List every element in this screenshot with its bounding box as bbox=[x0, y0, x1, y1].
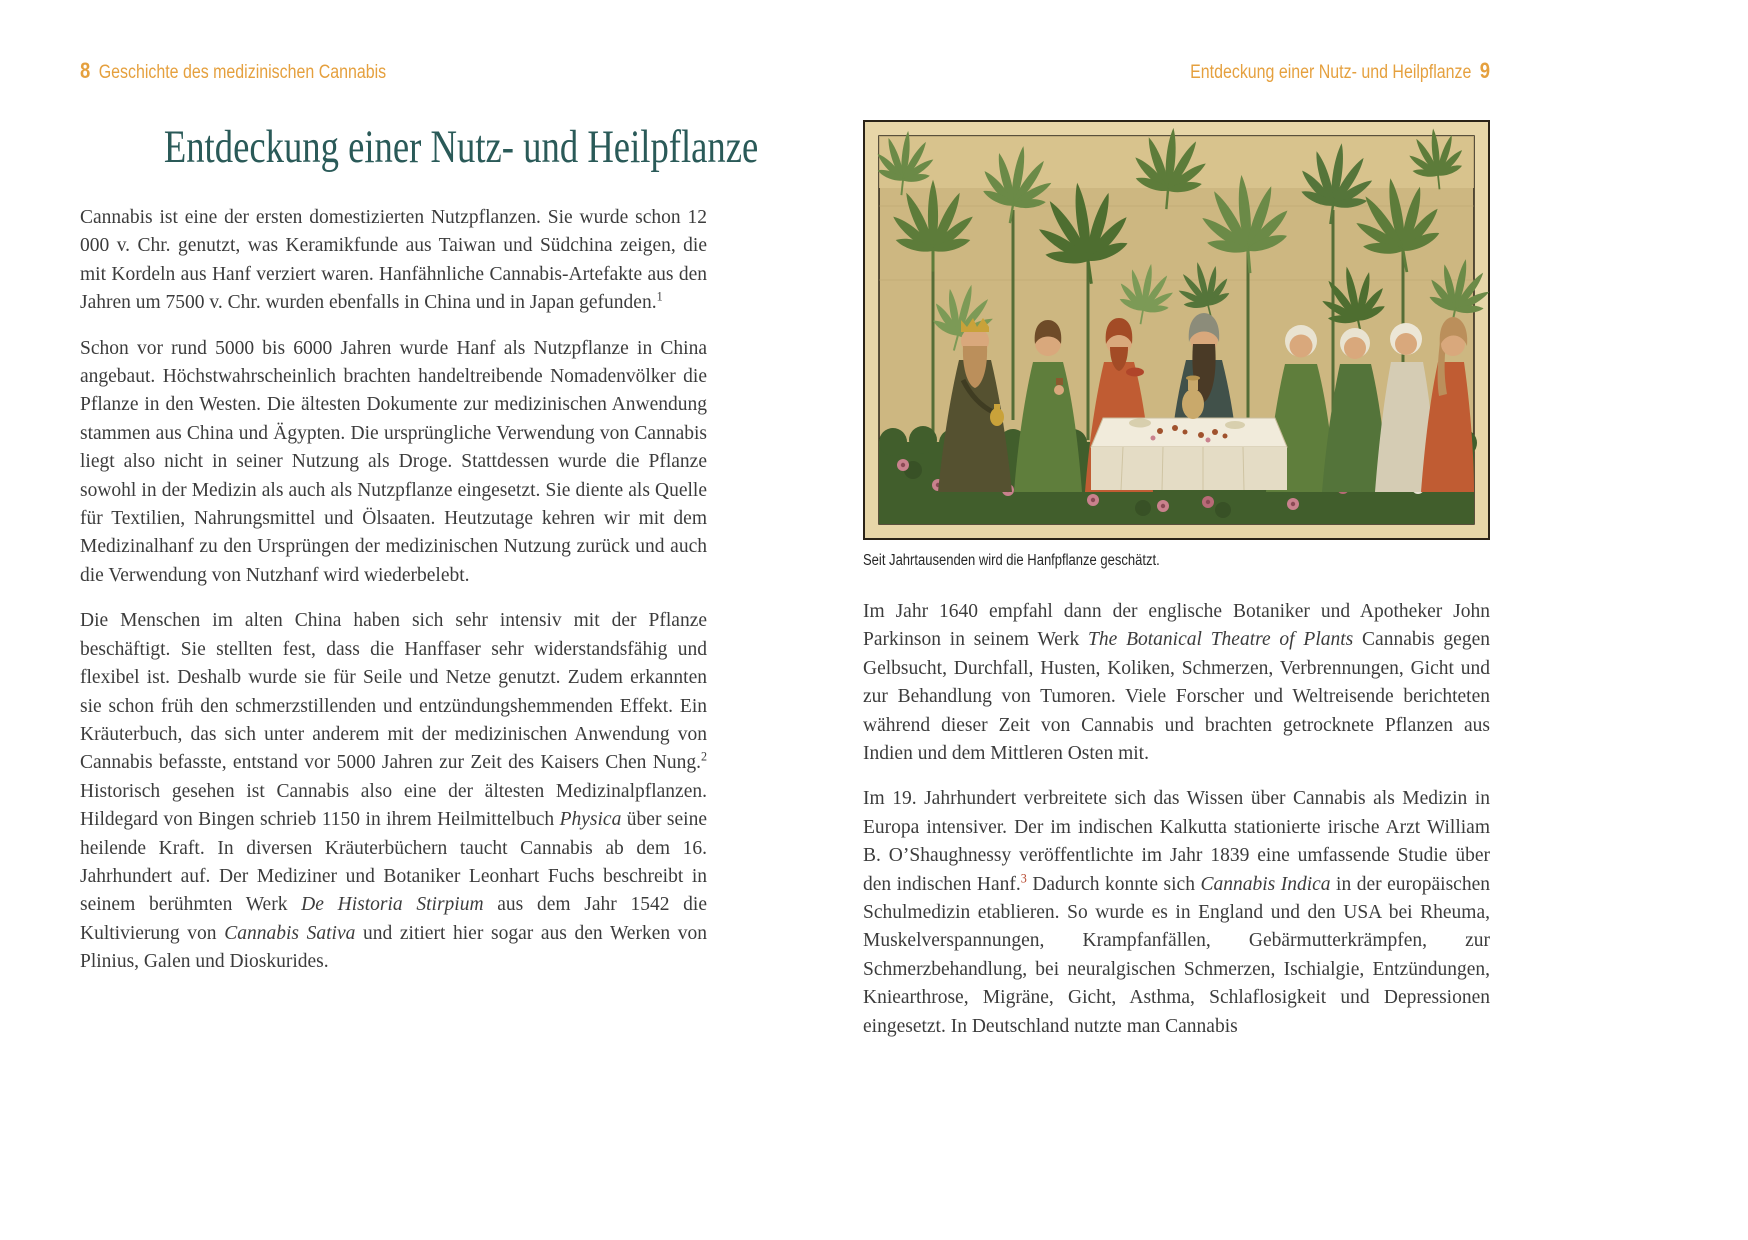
left-page-body bbox=[80, 204, 707, 977]
paragraph bbox=[80, 204, 707, 318]
text-run: Cannabis ist eine der ersten domestizierten Nutzpflanzen. Sie wurde schon 12 000 v. Chr. genutzt, was Keramikfunde aus Taiwan und Südchina zeigen, die mit Kordeln aus Hanf verziert waren. Hanfähnliche Cannabis-Artefakte aus den Jahren um 7500 v. Chr. wurden ebenfalls in China und in Japan gefunden. bbox=[80, 207, 707, 314]
text-run: Historisch gesehen ist Cannabis also eine der ältesten Medizinalpflanzen. Hildegard von Bingen schrieb 1150 in ihrem Heilmittelbuch bbox=[80, 780, 707, 831]
text-run: in der europäischen Schulmedizin etablieren. So wurde es in England und den USA bei Rheuma, Muskelverspannungen, Krampfanfällen, Gebärmutterkrämpfen, zur Schmerzbehandlung, bei neuralgischen Schmerzen, Ischialgie, Entzündungen, Kniearthrose, Migräne, Gicht, Asthma, Schlaflosigkeit und Depressionen eingesetzt. In Deutschland nutzte man Cannabis bbox=[863, 873, 1490, 1037]
running-header-right-label: Entdeckung einer Nutz- und Heilpflanze bbox=[1190, 62, 1472, 83]
text-run: Dadurch konnte sich bbox=[1026, 873, 1201, 895]
hemp-tapestry-illustration bbox=[863, 120, 1490, 540]
right-page bbox=[863, 120, 1490, 1058]
text-run: und zitiert hier sogar aus den Werken von Plinius, Galen und Dioskurides. bbox=[80, 922, 707, 973]
footnote-marker: 3 bbox=[1020, 871, 1027, 886]
paragraph bbox=[863, 785, 1490, 1041]
page-number-right: 9 bbox=[1479, 58, 1490, 83]
text-run: De Historia Stirpium bbox=[301, 894, 484, 916]
text-run: Cannabis Indica bbox=[1200, 873, 1331, 895]
text-run: Die Menschen im alten China haben sich sehr intensiv mit der Pflanze beschäftigt. Sie stellten fest, dass die Hanffaser sehr widerstandsfähig und flexibel ist. Deshalb wurde sie für Seile und Netze genutzt. Zudem erkannten sie schon früh den schmerzstillenden und entzündungshemmenden Effekt. Ein Kräuterbuch, das sich unter anderem mit der medizinischen Anwendung von Cannabis befasste, entstand vor 5000 Jahren zur Zeit des Kaisers Chen Nung. bbox=[80, 610, 707, 774]
running-header-right bbox=[1133, 58, 1490, 84]
text-run: Schon vor rund 5000 bis 6000 Jahren wurde Hanf als Nutzpflanze in China angebaut. Höchstwahrscheinlich brachten handeltreibende Nomadenvölker die Pflanze in den Westen. Die ältesten Dokumente zur medizinischen Anwendung stammen aus China und Ägypten. Die ursprüngliche Verwendung von Cannabis liegt also nicht in seiner Nutzung als Droge. Stattdessen wurde die Pflanze sowohl in der Medizin als auch als Nutzpflanze eingesetzt. Sie diente als Quelle für Textilien, Nahrungsmittel und Ölsaaten. Heutzutage kehren wir mit dem Medizinalhanf zu den Ursprüngen der medizinischen Nutzung zurück und auch die Verwendung von Nutzhanf wird wiederbelebt. bbox=[80, 337, 707, 586]
text-run: über seine heilende Kraft. In diversen Kräuterbüchern taucht Cannabis ab dem 16. Jahrhundert auf. Der Mediziner und Botaniker Leonhart Fuchs beschreibt in seinem berühmten Werk bbox=[80, 809, 707, 916]
text-run: Cannabis gegen Gelbsucht, Durchfall, Husten, Koliken, Schmerzen, Verbrennungen, Gicht und zur Behandlung von Tumoren. Viele Forscher und Weltreisende berichteten während dieser Zeit von Cannabis und brachten getrocknete Pflanzen aus Indien und dem Mittleren Osten mit. bbox=[863, 629, 1490, 765]
left-page bbox=[80, 120, 759, 994]
paragraph bbox=[80, 335, 707, 591]
text-run: aus dem Jahr 1542 die Kultivierung von bbox=[80, 894, 707, 944]
illustration-caption-text: Seit Jahrtausenden wird die Hanfpflanze geschätzt. bbox=[863, 552, 1160, 569]
footnote-marker: 2 bbox=[700, 749, 707, 764]
chapter-title-text: Entdeckung einer Nutz- und Heilpflanze bbox=[163, 121, 759, 173]
chapter-title bbox=[80, 120, 759, 174]
running-header-left-label: Geschichte des medizinischen Cannabis bbox=[98, 62, 387, 83]
text-run: The Botanical Theatre of Plants bbox=[1088, 629, 1354, 651]
page-number-left: 8 bbox=[80, 58, 91, 83]
text-run: Cannabis Sativa bbox=[224, 922, 356, 944]
right-page-body bbox=[863, 598, 1490, 1041]
running-header-left bbox=[80, 58, 444, 84]
illustration-figure bbox=[863, 120, 1490, 570]
paragraph bbox=[80, 607, 707, 976]
text-run: Im Jahr 1640 empfahl dann der englische Botaniker und Apotheker John Parkinson in seinem Werk bbox=[863, 601, 1490, 651]
illustration-caption bbox=[863, 552, 1490, 570]
text-run: Physica bbox=[559, 809, 622, 831]
paragraph bbox=[863, 598, 1490, 768]
footnote-marker: 1 bbox=[656, 289, 663, 304]
text-run: Im 19. Jahrhundert verbreitete sich das Wissen über Cannabis als Medizin in Europa intensiver. Der im indischen Kalkutta stationierte irische Arzt William B. O’Shaughnessy veröffentlichte im Jahr 1839 eine umfassende Studie über den indischen Hanf. bbox=[863, 788, 1490, 895]
